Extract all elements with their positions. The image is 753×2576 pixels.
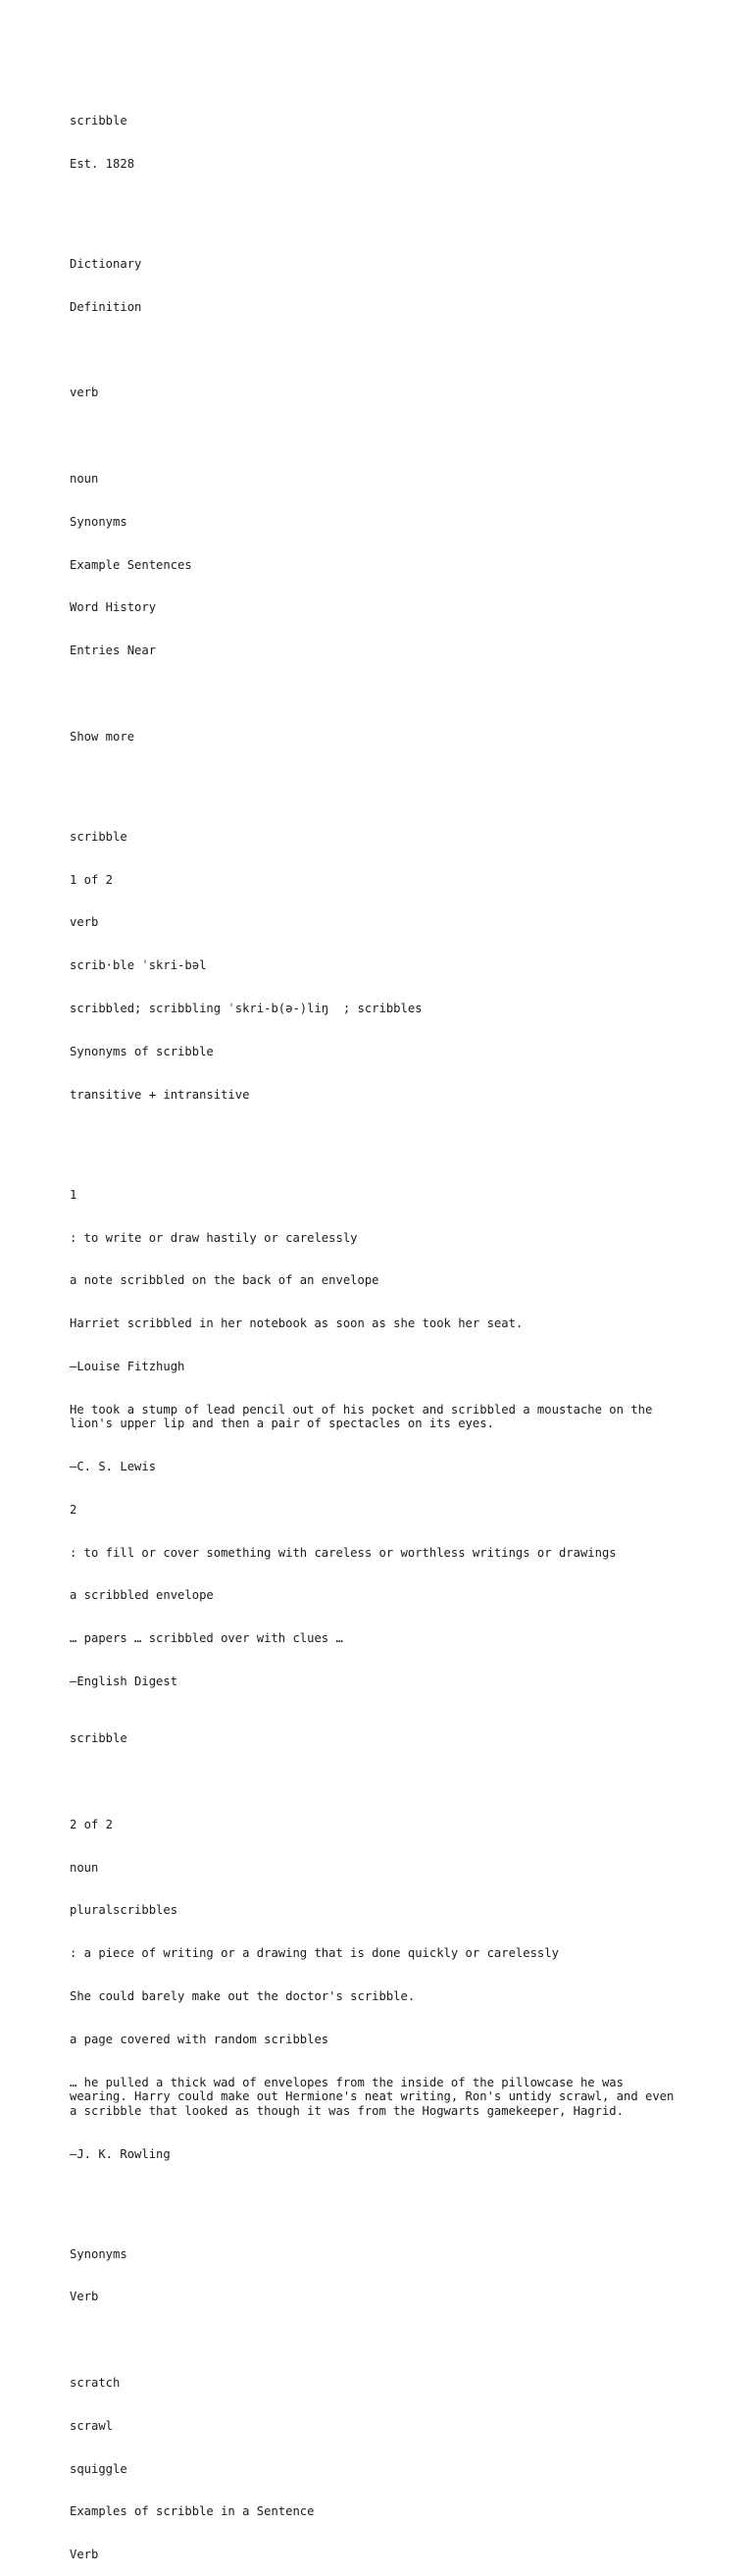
entry2-plural: pluralscribbles (70, 1903, 178, 1918)
quote-author[interactable]: —Louise Fitzhugh (70, 1359, 185, 1373)
spacer (70, 200, 717, 215)
nav-example-sentences-link[interactable]: Example Sentences (70, 557, 192, 572)
entry1-inflections: scribbled; scribbling ˈskri-b(ə-)liŋ ; scribbles (70, 1002, 423, 1015)
synonyms-heading: Synonyms (70, 2246, 127, 2261)
entry2-example: a page covered with random scribbles (70, 2032, 329, 2046)
nav-entries-near-link[interactable]: Entries Near (70, 644, 157, 658)
entry2-quote-author[interactable]: —J. K. Rowling (70, 2146, 171, 2161)
sense-definition: : to fill or cover something with careless or worthless writings or drawings (70, 1545, 617, 1560)
nav-dictionary-link[interactable]: Dictionary (70, 257, 142, 272)
entry1-pos[interactable]: verb (70, 915, 99, 930)
nav-word-history-link[interactable]: Word History (70, 600, 157, 615)
spacer (70, 687, 717, 701)
site-word[interactable]: scribble (70, 114, 127, 129)
quote-text: He took a stump of lead pencil out of his pocket and scribbled a moustache on the lion's upper lip and then a pair of spectacles on its eyes. (70, 1402, 660, 1431)
quote-author[interactable]: —English Digest (70, 1674, 178, 1688)
synonym-link[interactable]: scratch (70, 2376, 121, 2390)
nav-definition-link[interactable]: Definition (70, 299, 142, 314)
dictionary-page (70, 85, 717, 2576)
site-established: Est. 1828 (70, 156, 135, 171)
spacer (70, 1130, 717, 1145)
sense-definition: : to write or draw hastily or carelessly (70, 1230, 358, 1245)
entry1-index: 1 of 2 (70, 872, 114, 887)
entry1-pronunciation: scrib·ble ˈskri-bəl (70, 958, 207, 973)
quote-author[interactable]: —C. S. Lewis (70, 1460, 157, 1473)
spacer (70, 1775, 717, 1789)
sense-number: 2 (70, 1502, 77, 1517)
quote-text: Harriet scribbled in her notebook as soon as she took her seat. (70, 1316, 524, 1331)
entry2-index: 2 of 2 (70, 1817, 114, 1831)
sense-example: a note scribbled on the back of an envelope (70, 1273, 379, 1288)
examples-heading: Examples of scribble in a Sentence (70, 2504, 315, 2519)
entry1-transitivity: transitive + intransitive (70, 1087, 250, 1102)
entry1-headword: scribble (70, 829, 127, 844)
sense-number: 1 (70, 1187, 77, 1202)
show-more-button[interactable]: Show more (70, 729, 135, 744)
entry2-headword: scribble (70, 1731, 127, 1746)
nav-synonyms-link[interactable]: Synonyms (70, 514, 127, 529)
nav-verb-link[interactable]: verb (70, 386, 99, 400)
entry2-example: She could barely make out the doctor's scribble. (70, 1988, 416, 2003)
synonyms-pos[interactable]: Verb (70, 2290, 99, 2304)
entry1-synonyms-link[interactable]: Synonyms of scribble (70, 1044, 214, 1058)
sense-example: a scribbled envelope (70, 1588, 214, 1603)
quote-text: … papers … scribbled over with clues … (70, 1631, 343, 1646)
spacer (70, 773, 717, 788)
spacer (70, 429, 717, 443)
synonym-link[interactable]: squiggle (70, 2461, 127, 2476)
entry2-pos[interactable]: noun (70, 1860, 99, 1875)
entry2-definition: : a piece of writing or a drawing that is done quickly or carelessly (70, 1946, 559, 1961)
synonym-link[interactable]: scrawl (70, 2418, 114, 2433)
spacer (70, 343, 717, 358)
spacer (70, 2190, 717, 2204)
entry2-quote-text: … he pulled a thick wad of envelopes from the inside of the pillowcase he was wearing. Harry could make out Hermione's neat writing, Ron's untidy scrawl, and even a scribble that looked as though it was from the Hogwarts gamekeeper, Hagrid. (70, 2075, 681, 2118)
nav-noun-link[interactable]: noun (70, 472, 99, 487)
examples-pos[interactable]: Verb (70, 2548, 99, 2562)
spacer (70, 2333, 717, 2347)
